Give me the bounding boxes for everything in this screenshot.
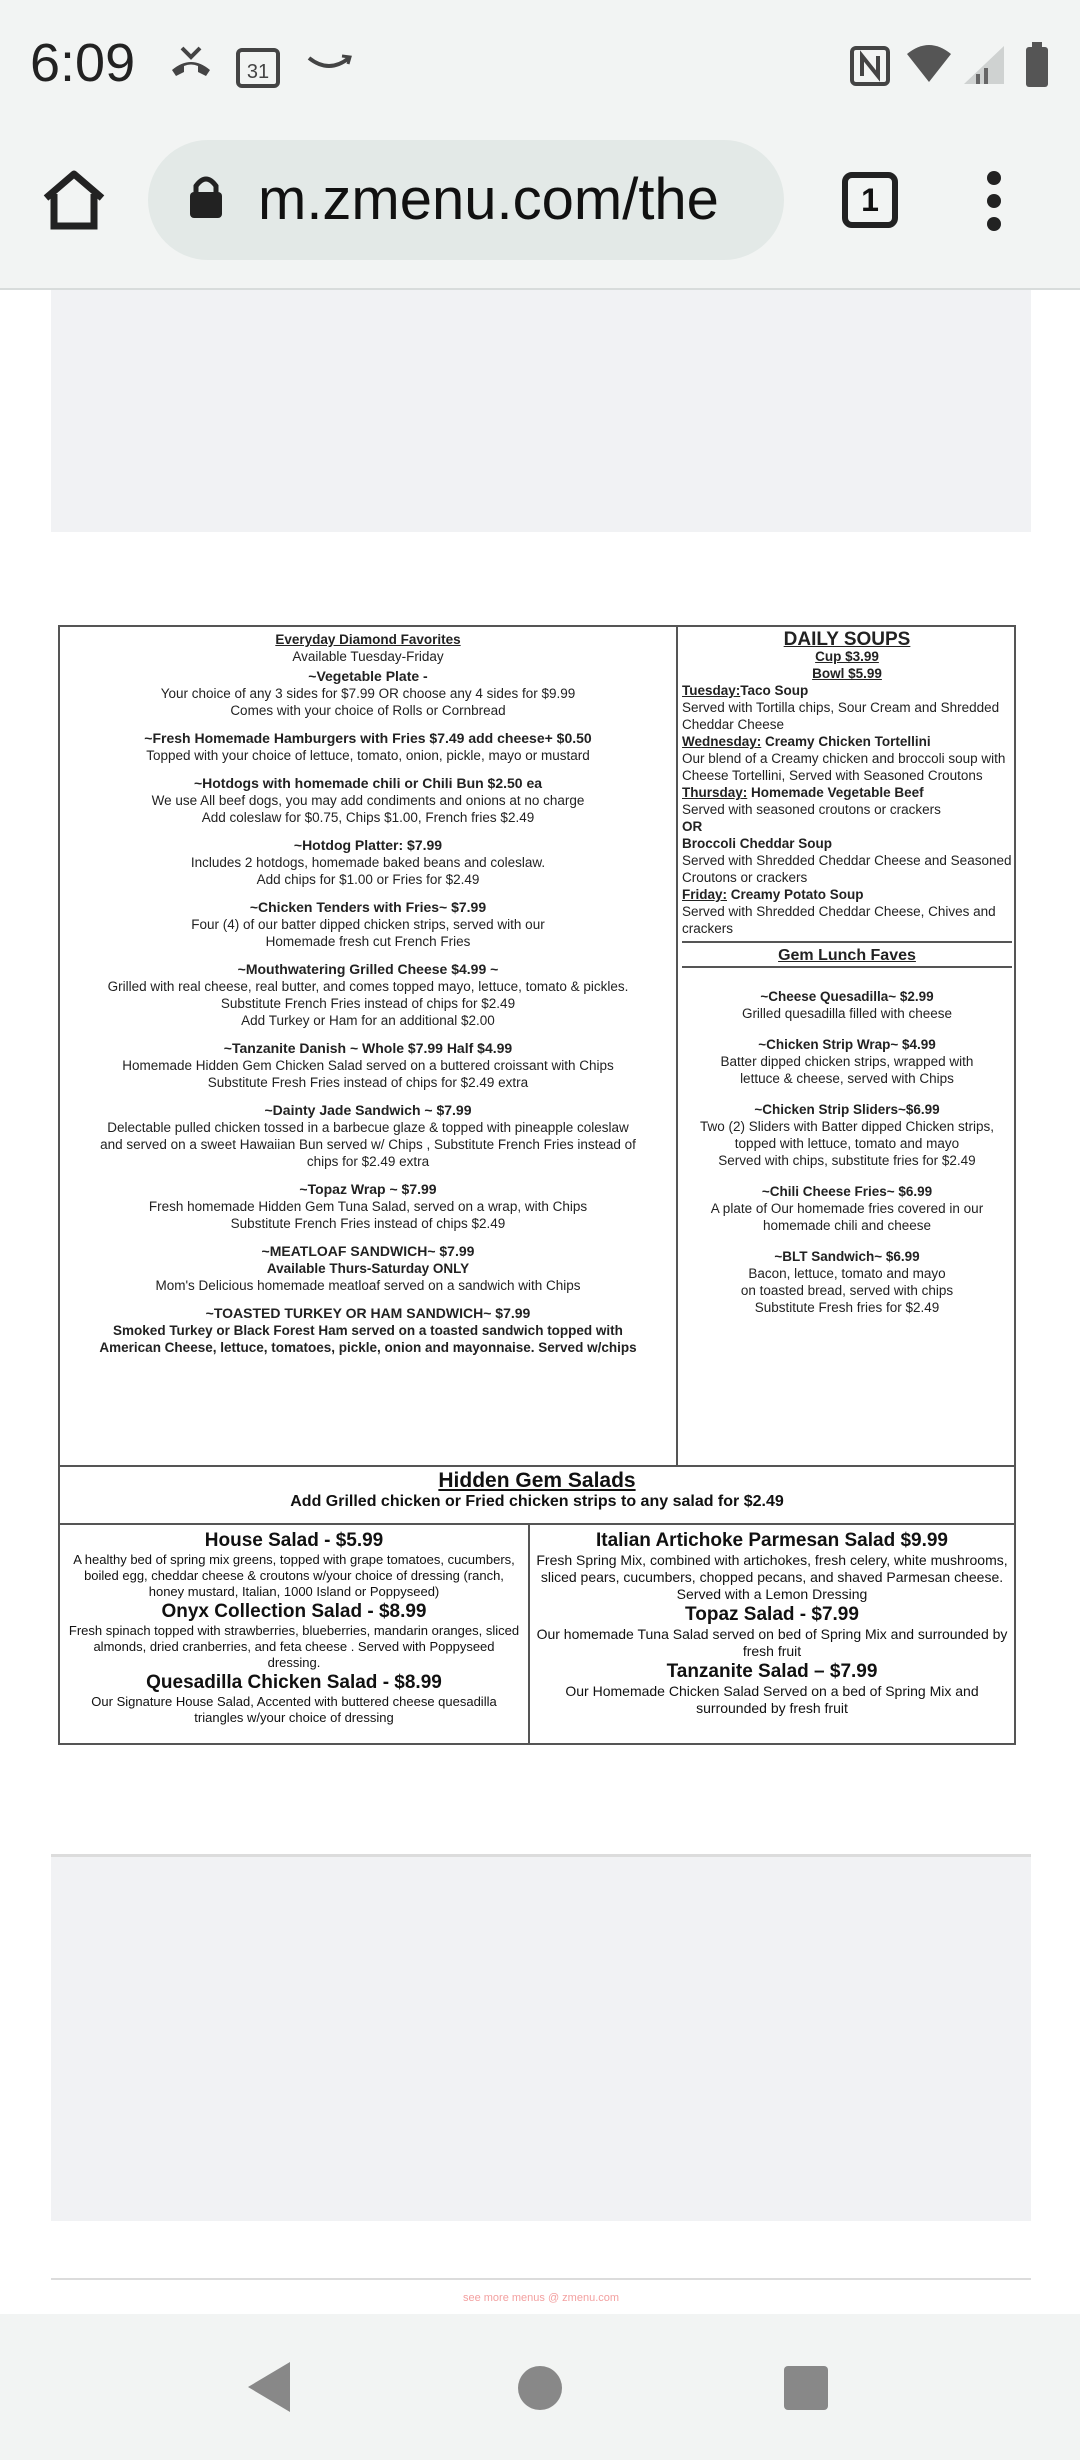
menu-item-desc: Grilled with real cheese, real butter, and comes topped mayo, lettuce, tomato & pickles.: [107, 979, 629, 994]
lunch-item-desc: Grilled quesadilla filled with cheese: [741, 1006, 953, 1021]
soups-title: DAILY SOUPS: [783, 629, 911, 650]
soups-bowl-price: Bowl $5.99: [812, 666, 882, 681]
salads-section: [60, 1465, 1014, 1743]
salad-title: Tanzanite Salad – $7.99: [666, 1661, 878, 1682]
lunch-item: [682, 1183, 1012, 1234]
lock-icon: [188, 174, 224, 220]
menu-item: [66, 1304, 670, 1356]
menu-item-title: ~Dainty Jade Sandwich ~ $7.99: [264, 1102, 472, 1118]
menu-item-desc: Your choice of any 3 sides for $7.99 OR choose any 4 sides for $9.99: [160, 686, 576, 701]
more-icon[interactable]: [982, 168, 1006, 234]
menu-item-desc: Topped with your choice of lettuce, tomato, onion, pickle, mayo or mustard: [146, 748, 590, 763]
lunch-item-desc: Batter dipped chicken strips, wrapped with: [720, 1054, 974, 1069]
menu-item-title: ~Mouthwatering Grilled Cheese $4.99 ~: [237, 961, 499, 977]
menu-item-title: ~Topaz Wrap ~ $7.99: [299, 1181, 437, 1197]
footer-link[interactable]: [51, 2278, 1031, 2314]
salad-desc: A healthy bed of spring mix greens, topped with grape tomatoes, cucumbers, boiled egg, cheddar cheese & croutons w/your choice of dressing (ranch, honey mustard, Italian, 1000 Island or Poppyseed): [73, 1552, 515, 1599]
lunch-item-desc: topped with lettuce, tomato and mayo: [734, 1136, 960, 1151]
soup-desc: Served with Tortilla chips, Sour Cream and Shredded Cheddar Cheese: [682, 700, 1000, 732]
soup-name: OR: [682, 819, 703, 834]
menu-item-desc: Smoked Turkey or Black Forest Ham served on a toasted sandwich topped with: [113, 1323, 623, 1338]
menu-item-desc: Add coleslaw for $0.75, Chips $1.00, French fries $2.49: [201, 810, 535, 825]
salad-desc: Fresh spinach topped with strawberries, blueberries, mandarin oranges, sliced almonds, dried cranberries, and feta cheese . Served with Poppyseed dressing.: [68, 1623, 520, 1670]
ad-placeholder-top: [51, 290, 1031, 532]
home-icon[interactable]: [40, 168, 108, 232]
soup-day-label: Friday:: [682, 887, 728, 902]
lunch-item-title: ~Chili Cheese Fries~ $6.99: [761, 1184, 933, 1199]
footer-text: see more menus @ zmenu.com: [462, 2292, 620, 2304]
menu-item: [66, 898, 670, 950]
menu-item: [66, 1101, 670, 1170]
lunch-item-desc: homemade chili and cheese: [762, 1218, 932, 1233]
salad-desc: Our Signature House Salad, Accented with buttered cheese quesadilla triangles w/your choice of dressing: [91, 1694, 497, 1725]
menu-item-desc: and served on a sweet Hawaiian Bun served w/ Chips , Substitute French Fries instead of: [100, 1137, 636, 1152]
lunch-item: [682, 1248, 1012, 1316]
menu-item-desc: Delectable pulled chicken tossed in a barbecue glaze & topped with pineapple coleslaw: [107, 1120, 629, 1135]
lunch-item-desc: Two (2) Sliders with Batter dipped Chicken strips,: [699, 1119, 995, 1134]
menu-item-desc: Mom's Delicious homemade meatloaf served on a sandwich with Chips: [155, 1278, 581, 1293]
nfc-icon: [850, 46, 890, 86]
soup-day-heading: [682, 886, 1012, 903]
lunch-item-title: ~Cheese Quesadilla~ $2.99: [760, 989, 934, 1004]
lunch-item: [682, 988, 1012, 1022]
lunch-item-title: ~Chicken Strip Wrap~ $4.99: [758, 1037, 936, 1052]
status-time: 6:09: [30, 33, 136, 93]
menu-item-desc: chips for $2.49 extra: [306, 1154, 430, 1169]
salads-left-column: [60, 1525, 530, 1745]
menu-item: [66, 667, 670, 719]
soup-day-label: Wednesday:: [682, 734, 762, 749]
menu-item-title: ~Vegetable Plate -: [308, 668, 428, 684]
salads-title: Hidden Gem Salads: [438, 1469, 636, 1492]
salad-title: Onyx Collection Salad - $8.99: [161, 1601, 427, 1622]
salad-title: House Salad - $5.99: [204, 1530, 384, 1551]
address-bar[interactable]: [148, 140, 784, 260]
menu-item: [66, 1242, 670, 1294]
salad-desc: Our Homemade Chicken Salad Served on a bed of Spring Mix and surrounded by fresh fruit: [565, 1683, 979, 1716]
amazon-icon: [306, 52, 352, 76]
menu-item-desc: Available Thurs-Saturday ONLY: [266, 1261, 470, 1276]
recents-icon[interactable]: [782, 2364, 830, 2412]
salads-subtitle: Add Grilled chicken or Fried chicken strips to any salad for $2.49: [290, 1493, 784, 1510]
menu-item-desc: Comes with your choice of Rolls or Cornbread: [230, 703, 506, 718]
soup-day-heading: [682, 784, 1012, 801]
url-text: m.zmenu.com/the: [258, 167, 719, 232]
soup-day-heading: [682, 682, 1012, 699]
soup-day-heading: [682, 835, 1012, 852]
calendar-day: 31: [246, 61, 270, 83]
menu-item-desc: American Cheese, lettuce, tomatoes, pickle, onion and mayonnaise. Served w/chips: [99, 1340, 637, 1355]
menu-item: [66, 774, 670, 826]
menu-item: [66, 836, 670, 888]
salad-desc: Our homemade Tuna Salad served on bed of Spring Mix and surrounded by fresh fruit: [536, 1626, 1008, 1659]
soup-name: Taco Soup: [740, 683, 809, 698]
lunch-item-desc: on toasted bread, served with chips: [740, 1283, 954, 1298]
menu-item-title: ~Tanzanite Danish ~ Whole $7.99 Half $4.99: [223, 1040, 513, 1056]
menu-item-title: ~MEATLOAF SANDWICH~ $7.99: [261, 1243, 475, 1259]
divider: [682, 966, 1012, 968]
lunch-item-title: ~BLT Sandwich~ $6.99: [774, 1249, 920, 1264]
menu-item-desc: Add chips for $1.00 or Fries for $2.49: [256, 872, 480, 887]
menu-item-desc: We use All beef dogs, you may add condiments and onions at no charge: [151, 793, 585, 808]
menu-item-desc: Homemade Hidden Gem Chicken Salad served on a buttered croissant with Chips: [122, 1058, 614, 1073]
menu-item-desc: Substitute French Fries instead of chips for $2.49: [220, 996, 516, 1011]
soup-desc: Served with Shredded Cheddar Cheese and Seasoned Croutons or crackers: [682, 853, 1012, 885]
menu-item-title: ~Fresh Homemade Hamburgers with Fries $7.49 add cheese+ $0.50: [144, 730, 592, 746]
home-circle-icon[interactable]: [516, 2364, 564, 2412]
menu-item-desc: Fresh homemade Hidden Gem Tuna Salad, served on a wrap, with Chips: [148, 1199, 588, 1214]
menu-item: [66, 960, 670, 1029]
menu-item-desc: Four (4) of our batter dipped chicken strips, served with our: [191, 917, 545, 932]
lunch-item-desc: Served with chips, substitute fries for $2.49: [718, 1153, 976, 1168]
salad-desc: Fresh Spring Mix, combined with artichokes, fresh celery, white mushrooms, sliced pears, cucumbers, chopped pecans, and shaved Parmesan cheese. Served with a Lemon Dressing: [536, 1552, 1008, 1602]
menu-item: [66, 1039, 670, 1091]
menu-item-desc: Substitute French Fries instead of chips $2.49: [230, 1216, 506, 1231]
menu-item-title: ~Hotdogs with homemade chili or Chili Bun $2.50 ea: [193, 775, 543, 791]
wifi-icon: [905, 44, 953, 84]
back-icon[interactable]: [244, 2360, 292, 2414]
ad-placeholder-bottom: [51, 1854, 1031, 2221]
menu-item-title: ~Chicken Tenders with Fries~ $7.99: [249, 899, 487, 915]
missed-call-icon: [168, 42, 214, 82]
lunch-item-desc: A plate of Our homemade fries covered in our: [710, 1201, 984, 1216]
menu-item-desc: Substitute Fresh Fries instead of chips for $2.49 extra: [207, 1075, 529, 1090]
everyday-subtitle: Available Tuesday-Friday: [292, 649, 444, 664]
menu-item-title: ~TOASTED TURKEY OR HAM SANDWICH~ $7.99: [205, 1305, 531, 1321]
divider: [682, 941, 1012, 943]
lunch-item: [682, 1036, 1012, 1087]
soup-day-label: Tuesday:: [682, 683, 741, 698]
battery-icon: [1024, 42, 1050, 88]
navigation-bar: [0, 2314, 1080, 2460]
soups-cup-price: Cup $3.99: [815, 649, 879, 664]
salad-title: Quesadilla Chicken Salad - $8.99: [146, 1672, 442, 1693]
menu-item: [66, 729, 670, 764]
menu-item-desc: Homemade fresh cut French Fries: [265, 934, 471, 949]
soup-day-label: Thursday:: [682, 785, 748, 800]
salad-title: Italian Artichoke Parmesan Salad $9.99: [595, 1530, 949, 1551]
lunch-item-desc: lettuce & cheese, served with Chips: [740, 1071, 954, 1086]
lunch-item-desc: Substitute Fresh fries for $2.49: [754, 1300, 940, 1315]
lunch-title: Gem Lunch Faves: [778, 947, 916, 964]
salads-header: [60, 1467, 1014, 1525]
soup-name: Homemade Vegetable Beef: [747, 785, 924, 800]
menu-item-desc: Includes 2 hotdogs, homemade baked beans and coleslaw.: [190, 855, 546, 870]
tab-count: 1: [861, 182, 879, 218]
menu-item: [66, 1180, 670, 1232]
soup-desc: Served with seasoned croutons or crackers: [682, 802, 941, 817]
soup-name: Broccoli Cheddar Soup: [682, 836, 833, 851]
lunch-item-title: ~Chicken Strip Sliders~$6.99: [754, 1102, 940, 1117]
soup-day-heading: [682, 733, 1012, 750]
browser-toolbar: [0, 140, 1080, 290]
soup-name: Creamy Chicken Tortellini: [761, 734, 931, 749]
salads-right-column: [530, 1525, 1014, 1745]
status-bar: [0, 0, 1080, 140]
salad-title: Topaz Salad - $7.99: [685, 1604, 859, 1625]
calendar-icon: [236, 46, 280, 88]
soup-name: Creamy Potato Soup: [727, 887, 864, 902]
lunch-item-desc: Bacon, lettuce, tomato and mayo: [748, 1266, 946, 1281]
everyday-favorites-section: [60, 627, 678, 1465]
soup-day-heading: [682, 818, 1012, 835]
daily-soups-section: [678, 627, 1016, 1465]
signal-icon: [962, 44, 1006, 86]
soup-desc: Served with Shredded Cheddar Cheese, Chives and crackers: [682, 904, 996, 936]
soup-desc: Our blend of a Creamy chicken and broccoli soup with Cheese Tortellini, Served with Seasoned Croutons: [682, 751, 1006, 783]
menu-item-desc: Add Turkey or Ham for an additional $2.00: [241, 1013, 495, 1028]
tabs-button[interactable]: [842, 172, 898, 228]
menu-item-title: ~Hotdog Platter: $7.99: [293, 837, 443, 853]
menu-image: [58, 625, 1016, 1745]
everyday-title: Everyday Diamond Favorites: [275, 632, 461, 647]
lunch-item: [682, 1101, 1012, 1169]
